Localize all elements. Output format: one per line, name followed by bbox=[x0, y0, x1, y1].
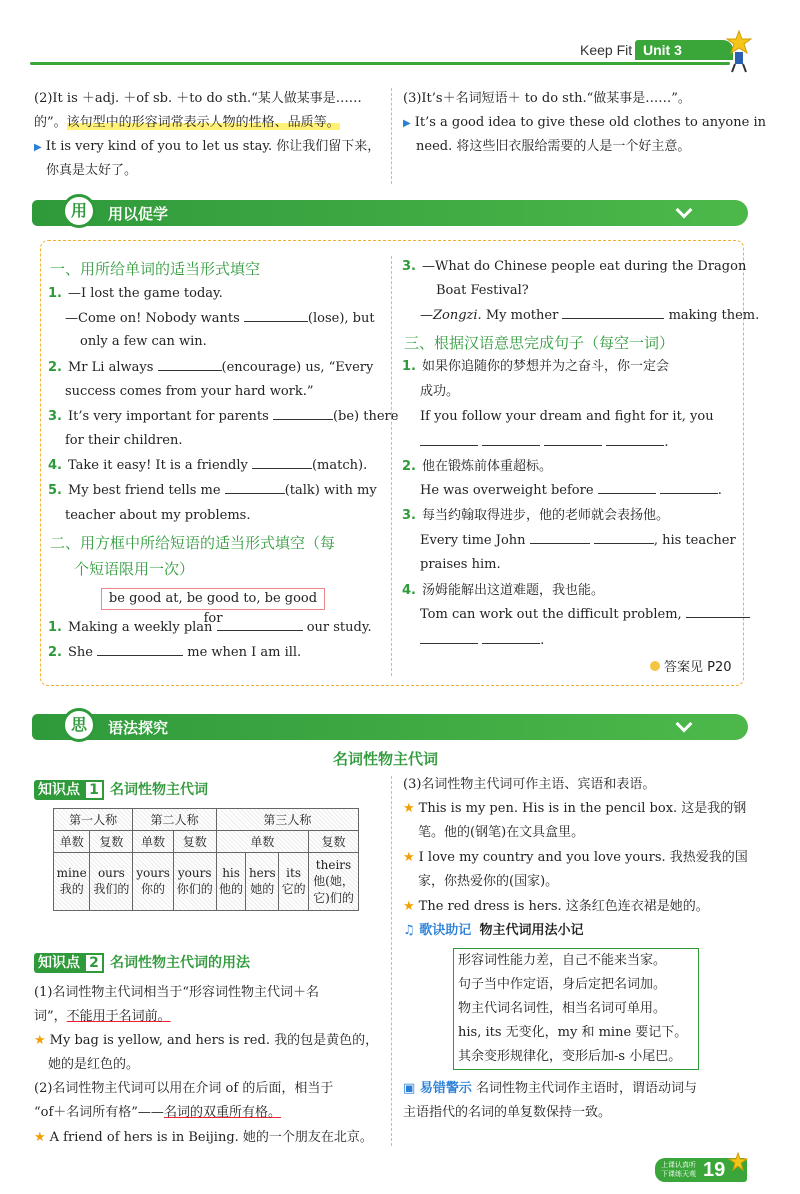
header-rule bbox=[30, 62, 730, 65]
s1-q3-right-line2: Boat Festival? bbox=[436, 283, 529, 298]
pin-icon bbox=[650, 661, 660, 671]
s2-q1: 1. Making a weekly plan our study. bbox=[48, 620, 372, 635]
usage-3-example-1: ★ This is my pen. His is in the pencil box. 这是我的钢 bbox=[403, 801, 747, 816]
answer-blank[interactable] bbox=[606, 434, 664, 446]
s1-q3: 3. It’s very important for parents (be) there bbox=[48, 409, 399, 424]
grammar-title: 名词性物主代词 bbox=[333, 750, 439, 768]
star-icon: ★ bbox=[403, 850, 415, 865]
star-icon: ★ bbox=[403, 801, 415, 816]
s3-q1: 1. 如果你追随你的梦想并为之奋斗，你一定会 bbox=[402, 359, 669, 374]
section-band-practice[interactable] bbox=[32, 200, 748, 226]
top-rule-2: (2)It is ＋adj. ＋of sb. ＋to do sth.“某人做某事是…… bbox=[34, 91, 362, 106]
table-cell: its 它的 bbox=[279, 853, 309, 911]
s1-q3-right-line3: —Zongzi. My mother making them. bbox=[420, 308, 760, 323]
s3-q1-blanks: . bbox=[420, 434, 669, 452]
answer-blank[interactable] bbox=[660, 482, 718, 494]
usage-3-example-3: ★ The red dress is hers. 这条红色连衣裙是她的。 bbox=[403, 899, 709, 914]
music-note-icon: ♫ bbox=[403, 923, 420, 938]
top-example-1-cont: 你真是太好了。 bbox=[46, 163, 138, 178]
mnemonic-line: 物主代词名词性，相当名词可单用。 bbox=[458, 1001, 667, 1016]
answer-blank[interactable] bbox=[530, 532, 590, 544]
usage-1-cont: 词”，不能用于名词前。 bbox=[34, 1009, 171, 1024]
answer-blank[interactable] bbox=[420, 632, 478, 644]
s3-q2-line2: He was overweight before . bbox=[420, 483, 722, 498]
section-1-title: 一、用所给单词的适当形式填空 bbox=[50, 260, 261, 278]
top-rule-2-cont: 的”。该句型中的形容词常表示人物的性格、品质等。 bbox=[34, 115, 340, 130]
underline-note: 不能用于名词前。 bbox=[66, 1009, 171, 1024]
answer-reference[interactable]: 答案见 P20 bbox=[650, 656, 732, 675]
column-divider bbox=[391, 256, 392, 676]
table-cell: his 他的 bbox=[216, 853, 246, 911]
s3-q3-line3: praises him. bbox=[420, 557, 501, 572]
s3-q3-line2: Every time John , his teacher bbox=[420, 533, 736, 548]
chevron-down-icon[interactable] bbox=[676, 716, 693, 733]
answer-blank[interactable] bbox=[244, 310, 308, 322]
answer-blank[interactable] bbox=[598, 482, 656, 494]
mnemonic-header: ♫ 歌诀助记 物主代词用法小记 bbox=[403, 923, 584, 938]
s1-q3-right: 3. —What do Chinese people eat during the Dragon bbox=[402, 259, 747, 274]
pronoun-table bbox=[53, 808, 359, 911]
column-divider bbox=[391, 776, 392, 1146]
top-example-2-cont: need. 将这些旧衣服给需要的人是一个好主意。 bbox=[416, 139, 691, 154]
underline-note: 名词的双重所有格。 bbox=[163, 1105, 281, 1120]
table-cell: yours 你的 bbox=[133, 853, 173, 911]
answer-blank[interactable] bbox=[420, 434, 478, 446]
highlight-note: 该句型中的形容词常表示人物的性格、品质等。 bbox=[66, 115, 340, 130]
answer-blank[interactable] bbox=[686, 606, 750, 618]
top-example-2: ▶ It’s a good idea to give these old clothes to anyone in bbox=[403, 115, 766, 130]
error-warning: ▣ 易错警示 名词性物主代词作主语时，谓语动词与 bbox=[403, 1081, 697, 1096]
chevron-down-icon[interactable] bbox=[676, 202, 693, 219]
answer-blank[interactable] bbox=[562, 307, 664, 319]
table-cell: yours 你们的 bbox=[173, 853, 216, 911]
s1-q2-line2: success comes from your hard work.” bbox=[65, 384, 314, 399]
answer-blank[interactable] bbox=[225, 482, 285, 494]
mnemonic-box bbox=[453, 948, 699, 1070]
star-icon: ★ bbox=[34, 1130, 46, 1145]
warning-icon: ▣ bbox=[403, 1081, 420, 1096]
s1-q5: 5. My best friend tells me (talk) with my bbox=[48, 483, 377, 498]
band-title: 用以促学 bbox=[108, 205, 169, 223]
page-footer-tab: 上课认真听 下课练天观 19 bbox=[655, 1158, 747, 1182]
s1-q1-line3: only a few can win. bbox=[80, 334, 207, 349]
s1-q1-line2: —Come on! Nobody wants (lose), but bbox=[65, 311, 375, 326]
triangle-icon: ▶ bbox=[403, 118, 411, 129]
top-rule-3: (3)It’s＋名词短语＋ to do sth.“做某事是……”。 bbox=[403, 91, 691, 106]
answer-blank[interactable] bbox=[217, 619, 303, 631]
answer-blank[interactable] bbox=[273, 408, 333, 420]
answer-blank[interactable] bbox=[97, 644, 183, 656]
s1-q4: 4. Take it easy! It is a friendly (match). bbox=[48, 458, 368, 473]
table-header: 单数 bbox=[216, 831, 308, 853]
answer-blank[interactable] bbox=[482, 434, 540, 446]
answer-blank[interactable] bbox=[252, 457, 312, 469]
s1-q2: 2. Mr Li always (encourage) us, “Every bbox=[48, 360, 374, 375]
think-icon: 思 bbox=[62, 708, 96, 742]
star-icon: ★ bbox=[34, 1033, 46, 1048]
header-unit-tab: Unit 3 bbox=[635, 40, 733, 60]
s1-q3-line2: for their children. bbox=[65, 433, 183, 448]
s3-q4-line2: Tom can work out the difficult problem, bbox=[420, 606, 750, 624]
section-3-title: 三、根据汉语意思完成句子（每空一词） bbox=[404, 334, 675, 352]
table-cell: ours 我们的 bbox=[90, 853, 133, 911]
star-mascot-icon bbox=[728, 1152, 748, 1172]
top-example-1: ▶ It is very kind of you to let us stay. 你让我们留下来， bbox=[34, 139, 381, 154]
s1-q5-line2: teacher about my problems. bbox=[65, 508, 251, 523]
s1-q1: 1. —I lost the game today. bbox=[48, 286, 223, 301]
band-title: 语法探究 bbox=[108, 719, 169, 737]
mnemonic-line: 句子当中作定语，身后定把名词加。 bbox=[458, 977, 667, 992]
usage-1-example-cont: 她的是红色的。 bbox=[48, 1057, 140, 1072]
table-header: 复数 bbox=[173, 831, 216, 853]
knowledge-point-1: 知识点 1 名词性物主代词 bbox=[34, 779, 208, 799]
s3-q1-line3: If you follow your dream and fight for it, you bbox=[420, 409, 714, 424]
mnemonic-line: 其余变形规律化，变形后加-s 小尾巴。 bbox=[458, 1049, 682, 1064]
usage-2: (2)名词性物主代词可以用在介词 of 的后面，相当于 bbox=[34, 1081, 334, 1096]
page-number: 19 bbox=[703, 1159, 726, 1181]
table-header: 复数 bbox=[309, 831, 359, 853]
answer-blank[interactable] bbox=[158, 359, 222, 371]
usage-3-example-2: ★ I love my country and you love yours. 我热爱我的国 bbox=[403, 850, 748, 865]
table-header: 复数 bbox=[90, 831, 133, 853]
triangle-icon: ▶ bbox=[34, 142, 42, 153]
table-cell: hers 她的 bbox=[246, 853, 279, 911]
answer-blank[interactable] bbox=[544, 434, 602, 446]
table-header: 第一人称 bbox=[54, 809, 133, 831]
usage-2-cont: “of＋名词所有格”——名词的双重所有格。 bbox=[34, 1105, 281, 1120]
mnemonic-line: his, its 无变化，my 和 mine 要记下。 bbox=[458, 1025, 688, 1040]
s3-q2: 2. 他在锻炼前体重超标。 bbox=[402, 459, 552, 474]
table-cell: theirs 他(她，它)们的 bbox=[309, 853, 359, 911]
phrase-box: be good at, be good to, be good for bbox=[101, 588, 325, 610]
s3-q1-line2: 成功。 bbox=[420, 384, 460, 399]
usage-1: (1)名词性物主代词相当于“形容词性物主代词＋名 bbox=[34, 985, 320, 1000]
knowledge-point-2: 知识点 2 名词性物主代词的用法 bbox=[34, 952, 250, 972]
usage-3: (3)名词性物主代词可作主语、宾语和表语。 bbox=[403, 777, 656, 792]
s3-q4-line3: . bbox=[420, 632, 544, 650]
practice-icon: 用 bbox=[62, 194, 96, 228]
mnemonic-line: 形容词性能力差，自己不能来当家。 bbox=[458, 953, 667, 968]
star-icon: ★ bbox=[403, 899, 415, 914]
usage-3-example-1-cont: 笔。他的(钢笔)在文具盒里。 bbox=[418, 825, 585, 840]
table-header: 第三人称 bbox=[216, 809, 358, 831]
table-header: 单数 bbox=[133, 831, 173, 853]
table-cell: mine 我的 bbox=[54, 853, 90, 911]
column-divider bbox=[391, 88, 392, 184]
usage-2-example: ★ A friend of hers is in Beijing. 她的一个朋友在北京。 bbox=[34, 1130, 373, 1145]
section-2-title: 二、用方框中所给短语的适当形式填空（每 bbox=[50, 534, 336, 552]
section-2-title-cont: 个短语限用一次） bbox=[74, 560, 195, 578]
table-header: 单数 bbox=[54, 831, 90, 853]
usage-1-example: ★ My bag is yellow, and hers is red. 我的包是黄色的， bbox=[34, 1033, 379, 1048]
header-keep-fit: Keep Fit bbox=[580, 42, 633, 58]
table-header: 第二人称 bbox=[133, 809, 216, 831]
mascot-icon bbox=[726, 30, 752, 74]
answer-blank[interactable] bbox=[594, 532, 654, 544]
s3-q3: 3. 每当约翰取得进步，他的老师就会表扬他。 bbox=[402, 508, 669, 523]
error-warning-cont: 主语指代的名词的单复数保持一致。 bbox=[403, 1105, 612, 1120]
section-band-grammar[interactable] bbox=[32, 714, 748, 740]
answer-blank[interactable] bbox=[482, 632, 540, 644]
s2-q2: 2. She me when I am ill. bbox=[48, 645, 302, 660]
s3-q4: 4. 汤姆能解出这道难题，我也能。 bbox=[402, 583, 604, 598]
usage-3-example-2-cont: 家，你热爱你的(国家)。 bbox=[418, 874, 559, 889]
